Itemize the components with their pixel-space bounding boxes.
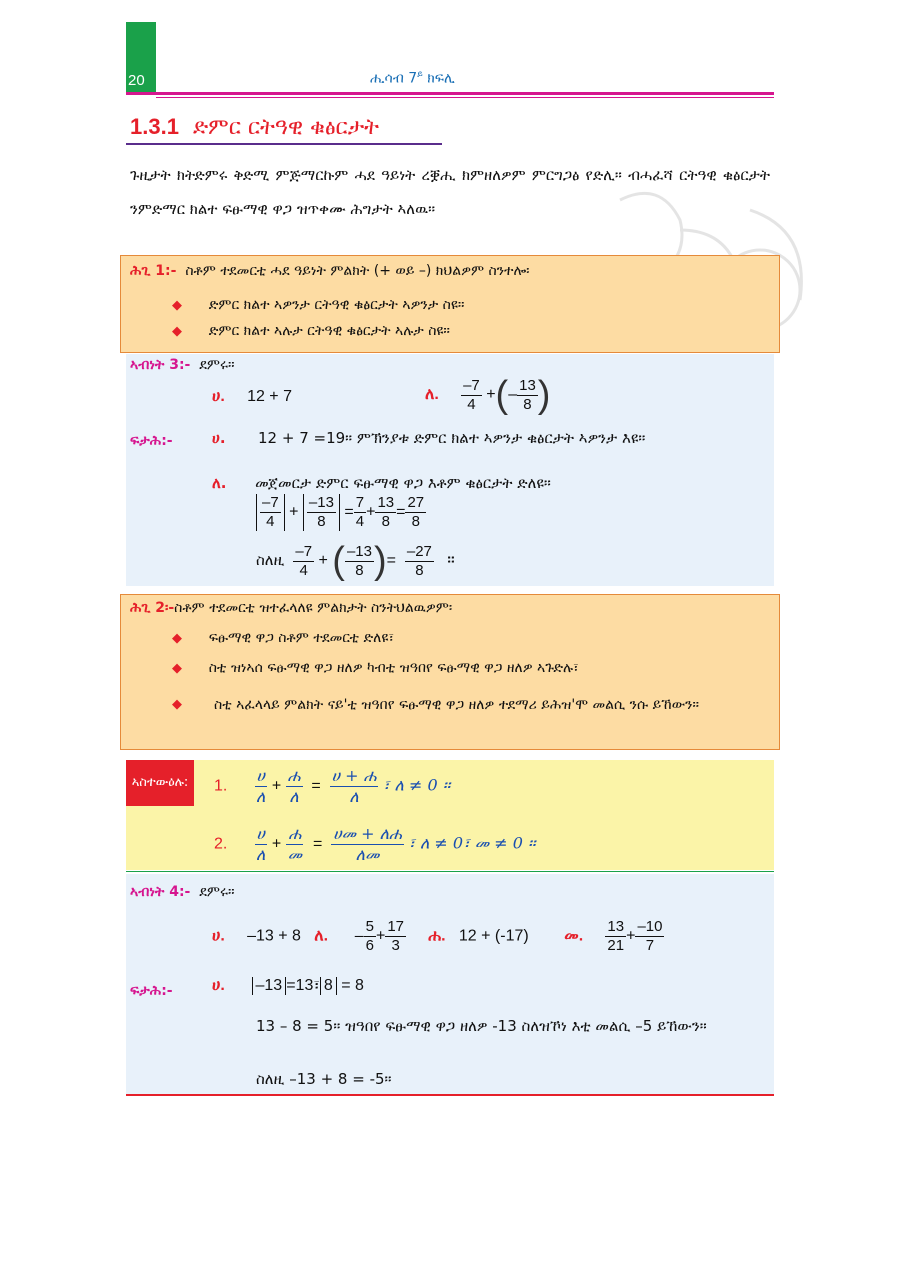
section-underline [126,143,442,145]
example-4-items: ሀ. –13 + 8 ለ. – $\frac{5}{6}$ + $\frac{17}{3}$ ሐ. 12 + (-17) መ. $\frac{13}{21}$ + $\frac{-10}{7}$ [212,918,663,954]
example-3-solution-b: ለ. መጀመርታ ድምር ፍፁማዊ ዋጋ እቶም ቁፅርታት ድለዩ። [212,474,551,492]
example-4-solution-line-2: 13 – 8 = 5። ዝዓበየ ፍፁማዊ ዋጋ ዘለዎ -13 ስለዝኾነ እቲ መልሲ –5 ይኸውን። [256,1017,707,1035]
header-rule-thin [156,97,774,98]
example-3-solution-a: ሀ. 12 + 7 =19። ምኽንያቱ ድምር ክልተ ኣዎንታ ቁፅርታት ኣዎንታ እዩ። [212,429,646,447]
remember-tag: ኣስተውዕሉ: [126,760,194,806]
remember-formula-1: 1. $\frac{\text{ሀ}}{\text{ለ}}$ + $\frac{\text{ሐ}}{\text{ለ}}$ = $\frac{\text{ሀ + ሐ}}{\text{ለ}}$ ፣ ለ ≠ 0 ። [214,766,451,806]
running-title: ሒሳብ $7^ይ$ ክፍሊ [370,70,455,87]
example-3-solution-label: ፍታሕ:- [130,433,173,449]
example-4-solution-label: ፍታሕ:- [130,983,173,999]
diamond-icon: ◆ [172,697,182,712]
remember-formula-2: 2. $\frac{\text{ሀ}}{\text{ለ}}$ + $\frac{\text{ሐ}}{\text{መ}}$ = $\frac{\text{ሀመ + ለሐ}}{\text{ለመ}}$ ፣ ለ ≠ 0፣ መ ≠ 0 ። [214,824,536,864]
example-3-absolute-sum: $\frac{-7}{4}$ + $\frac{-13}{8}$ = $\frac{7}{4}$ + $\frac{13}{8}$ = $\frac{27}{8}$ [256,494,426,531]
diamond-icon: ◆ [172,661,182,676]
bottom-rule [126,1094,774,1096]
diamond-icon: ◆ [172,298,182,313]
intro-paragraph: ጉዚታት ክትድምሩ ቅድሚ ምጅማርኩም ሓደ ዓይነት ረቛሒ ክምዘለዎም ምርግጋፅ የድሊ። ብሓፈሻ ርትዓዊ ቁፅርታት ንምድማር ክልተ ፍፁማዊ ዋጋ ዝጥቀሙ ሕግታት ኣለዉ። [130,166,770,218]
example-3-item-b: ለ. $\frac{-7}{4}$ +(– $\frac{13}{8}$ ) [425,374,551,416]
rule-2-heading: ሕጊ 2፡-ስቶም ተደመርቲ ዝተፈላለዩ ምልክታት ስንትህልዉዎም፡ [130,600,453,616]
rule-1-heading: ሕጊ 1:- ስቶም ተደመርቲ ሓደ ዓይነት ምልክት (+ ወይ –) ክህልዎም ስንተሎ፡ [130,263,530,279]
section-title: 1.3.1 ድምር ርትዓዊ ቁፅርታት [130,114,380,140]
example-4-solution-line-3: ስለዚ –13 + 8 = -5። [256,1070,392,1088]
example-4-heading: ኣብነት 4:- ደምሩ። [130,884,235,900]
header-rule [126,92,774,95]
rule-2-bullet: ◆ ስቲ ኣፈላላይ ምልክት ናይ'ቲ ዝዓበየ ፍፁማዊ ዋጋ ዘለዎ ተደማሪ ይሕዝ'ሞ መልሲ ንሱ ይኸውን። [172,690,762,720]
diamond-icon: ◆ [172,631,182,646]
example-4-solution-a: ሀ. –13 =13፣ 8 = 8 [212,977,364,995]
rule-2-bullet: ◆ ፍፁማዊ ዋጋ ስቶም ተደመርቲ ድለዩ፣ [172,630,395,646]
page-number: 20 [128,72,145,89]
rule-1-bullet: ◆ ድምር ክልተ ኣዎንታ ርትዓዊ ቁፅርታት ኣዎንታ ስዩ። [172,297,465,313]
diamond-icon: ◆ [172,324,182,339]
example-3-item-a: ሀ. 12 + 7 [212,388,292,405]
example-3-heading: ኣብነት 3:- ደምሩ። [130,357,235,373]
remember-divider [126,871,774,872]
rule-2-bullet: ◆ ስቲ ዝነኣሰ ፍፁማዊ ዋጋ ዘለዎ ካብቲ ዝዓበየ ፍፁማዊ ዋጋ ዘለዎ ኣጉድሉ፣ [172,660,579,676]
rule-1-bullet: ◆ ድምር ክልተ ኣሉታ ርትዓዊ ቁፅርታት ኣሉታ ስዩ። [172,323,450,339]
example-3-result: ስለዚ $\frac{-7}{4}$ + ( $\frac{-13}{8}$ )= $\frac{-27}{8}$ ። [256,540,455,582]
